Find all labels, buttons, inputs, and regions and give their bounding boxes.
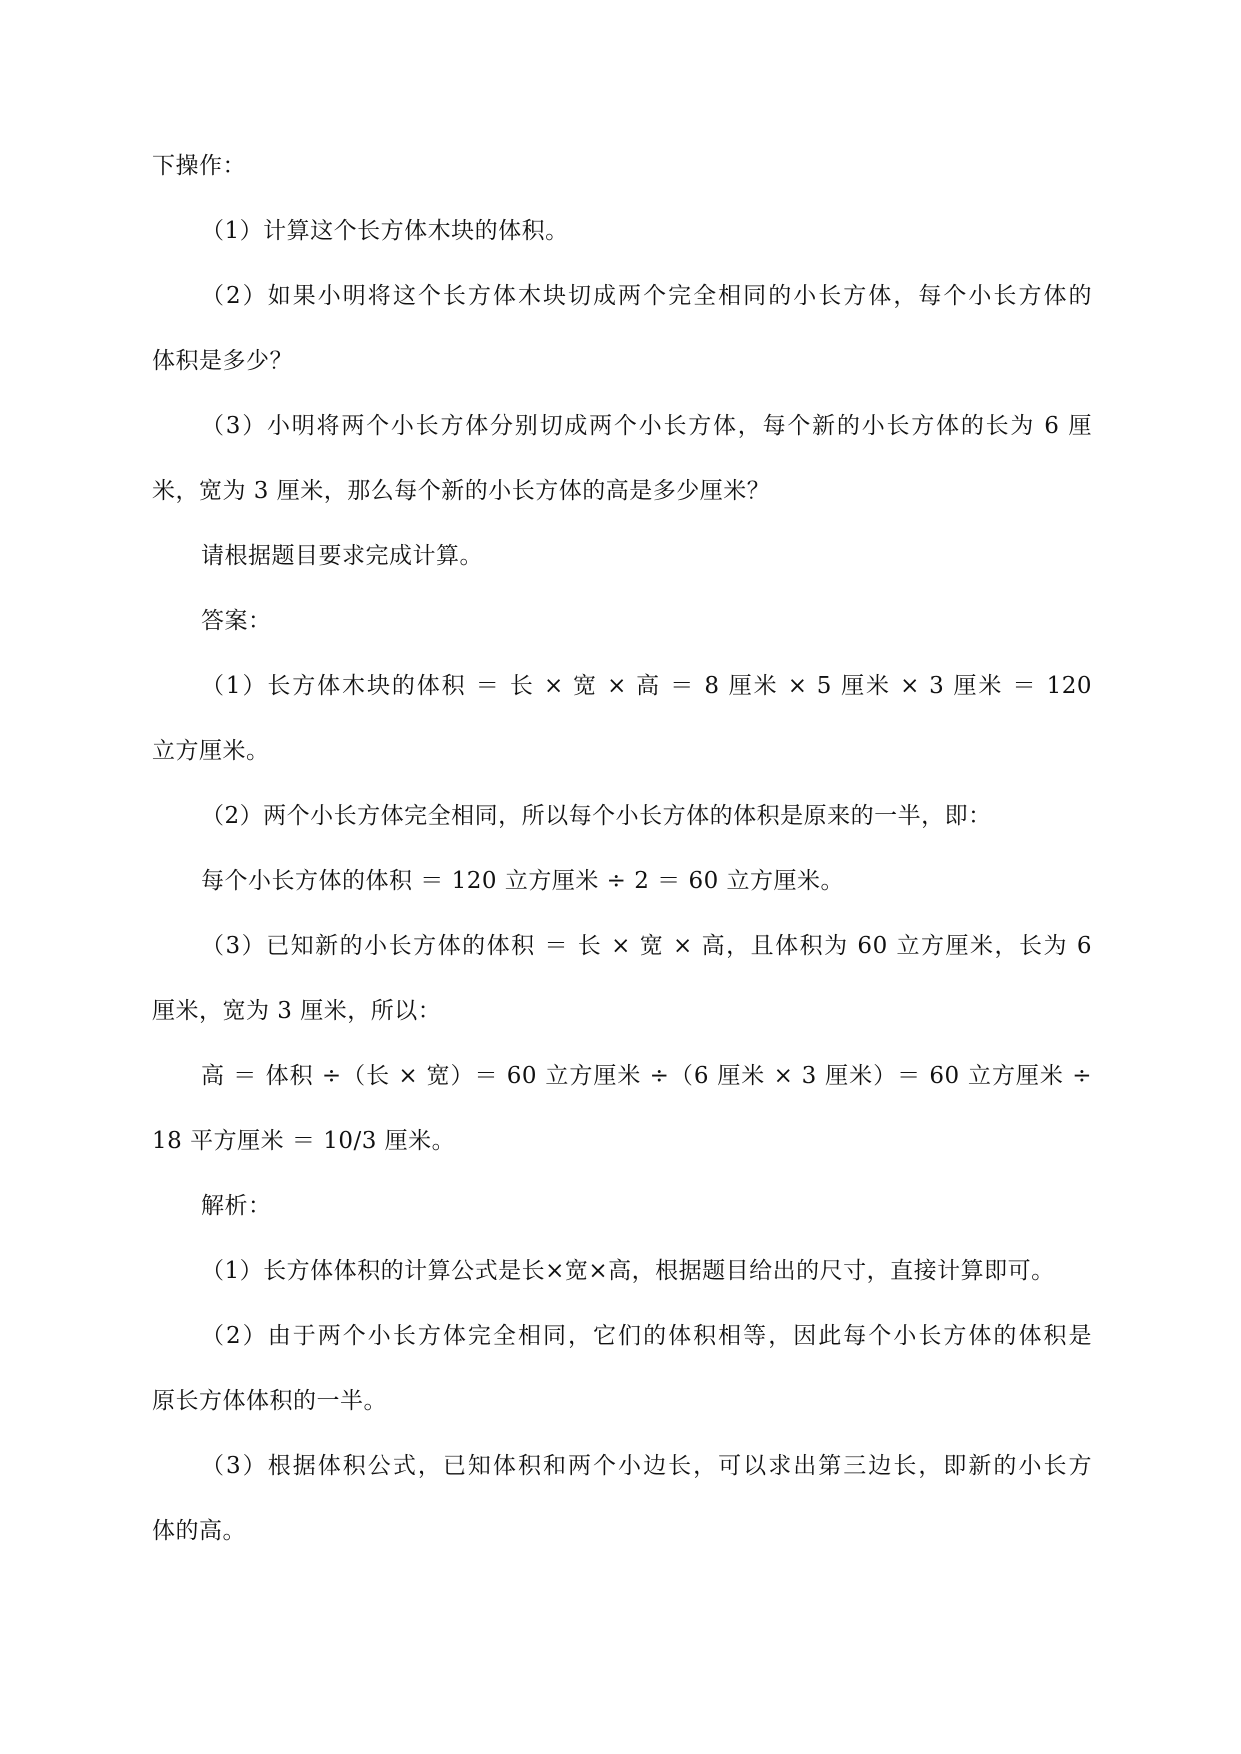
answer-3-line-3: 高 ＝ 体积 ÷（长 × 宽）＝ 60 立方厘米 ÷（6 厘米 × 3 厘米）＝ 60 立方厘米 ÷ — [201, 1063, 1092, 1089]
answer-3-line-4: 18 平方厘米 ＝ 10/3 厘米。 — [152, 1128, 456, 1154]
answer-1-line-2: 立方厘米。 — [152, 738, 270, 764]
answer-1-line-1: （1）长方体木块的体积 ＝ 长 × 宽 × 高 ＝ 8 厘米 × 5 厘米 × 3 厘米 ＝ 120 — [201, 673, 1092, 699]
instruction-line: 请根据题目要求完成计算。 — [201, 543, 483, 569]
analysis-3-line-2: 体的高。 — [152, 1518, 246, 1544]
answer-2-line-2: 每个小长方体的体积 ＝ 120 立方厘米 ÷ 2 ＝ 60 立方厘米。 — [201, 868, 845, 894]
analysis-1: （1）长方体体积的计算公式是长×宽×高，根据题目给出的尺寸，直接计算即可。 — [201, 1258, 1055, 1284]
text-line-continuation: 下操作： — [152, 153, 246, 179]
answer-2-line-1: （2）两个小长方体完全相同，所以每个小长方体的体积是原来的一半，即： — [201, 803, 992, 829]
analysis-2-line-1: （2）由于两个小长方体完全相同，它们的体积相等，因此每个小长方体的体积是 — [201, 1323, 1092, 1349]
question-2-line-1: （2）如果小明将这个长方体木块切成两个完全相同的小长方体，每个小长方体的 — [201, 283, 1092, 309]
analysis-3-line-1: （3）根据体积公式，已知体积和两个小边长，可以求出第三边长，即新的小长方 — [201, 1453, 1092, 1479]
analysis-2-line-2: 原长方体体积的一半。 — [152, 1388, 387, 1414]
analysis-heading: 解析： — [201, 1193, 272, 1219]
answer-heading: 答案： — [201, 608, 272, 634]
question-2-line-2: 体积是多少？ — [152, 348, 293, 374]
question-1: （1）计算这个长方体木块的体积。 — [201, 218, 569, 244]
answer-3-line-2: 厘米，宽为 3 厘米，所以： — [152, 998, 442, 1024]
question-3-line-1: （3）小明将两个小长方体分别切成两个小长方体，每个新的小长方体的长为 6 厘 — [201, 413, 1092, 439]
question-3-line-2: 米，宽为 3 厘米，那么每个新的小长方体的高是多少厘米？ — [152, 478, 771, 504]
answer-3-line-1: （3）已知新的小长方体的体积 ＝ 长 × 宽 × 高，且体积为 60 立方厘米，长为 6 — [201, 933, 1092, 959]
